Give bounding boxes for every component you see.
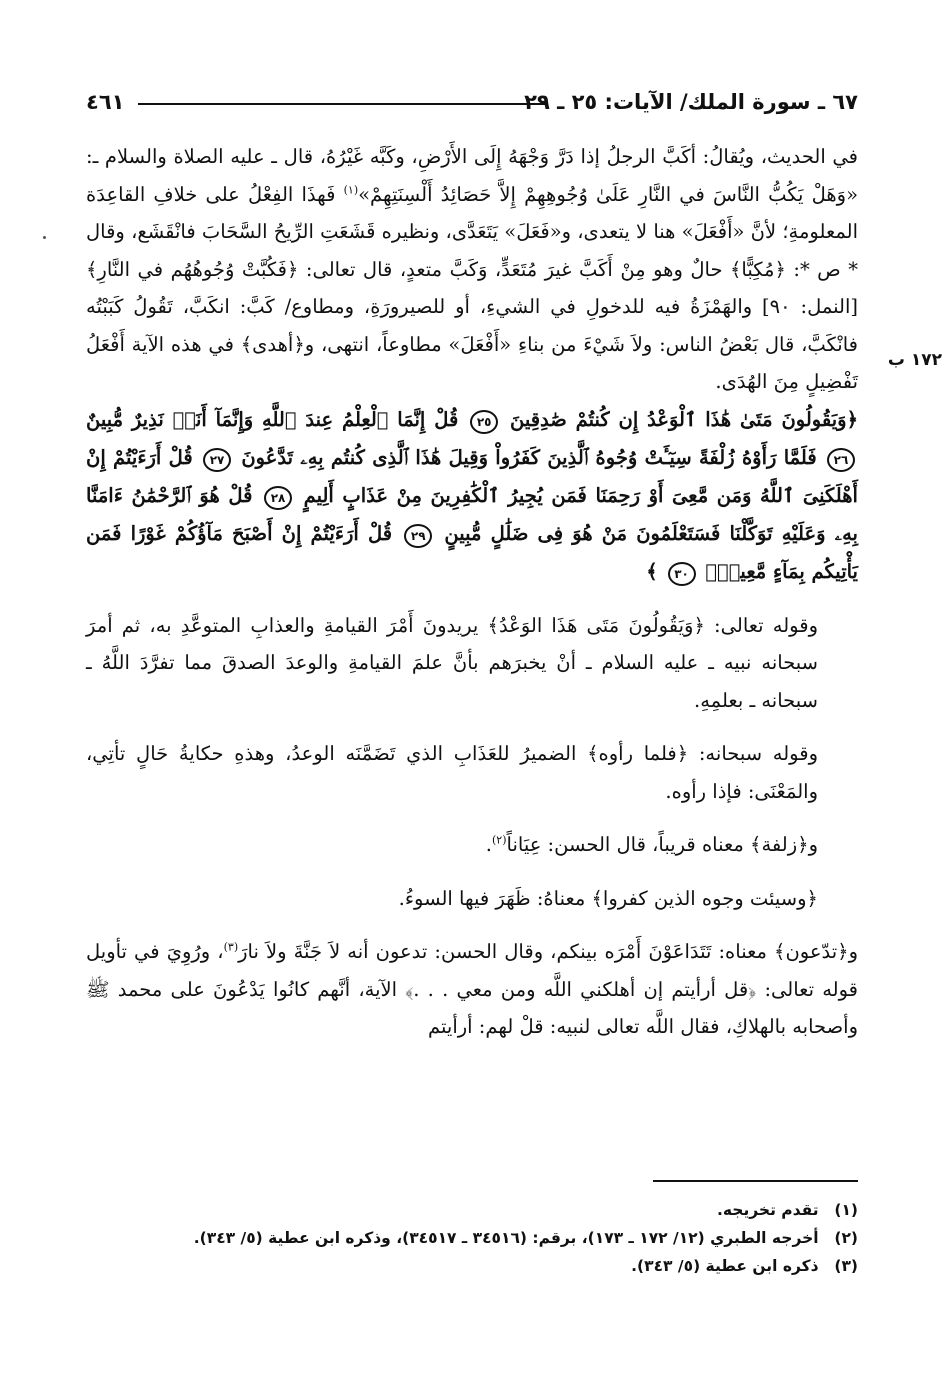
spacer bbox=[86, 719, 858, 735]
margin-folio-note: ١٧٢ ب bbox=[887, 350, 942, 370]
paragraph-5: ﴿وسيئت وجوه الذين كفروا﴾ معناهُ: ظَهَرَ فيها السوءُ. bbox=[398, 886, 818, 910]
ayah-number-25: ٢٥ bbox=[470, 410, 498, 434]
footnote-1 bbox=[86, 1196, 858, 1224]
ayah-number-26: ٢٦ bbox=[827, 448, 855, 472]
margin-dot bbox=[43, 236, 46, 239]
verse-26-text: قُلْ إِنَّمَا ٱلْعِلْمُ عِندَ ٱللَّهِ وَإِنَّمَآ أَنَا۠ نَذِيرٌ مُّبِينٌ bbox=[86, 407, 459, 431]
footnote-text: أخرجه الطبري (١٢/ ١٧٢ ـ ١٧٣)، برقم: (٣٤٥١٦ ـ ٣٤٥١٧)، وذكره ابن عطية (٥/ ٣٤٣). bbox=[193, 1229, 819, 1247]
verse-29-text: قُلْ هُوَ ٱلرَّحْمَٰنُ ءَامَنَّا بِهِۦ وَعَلَيْهِ تَوَكَّلْنَا فَسَتَعْلَمُونَ مَنْ هُوَ فِى ضَلَٰلٍ مُّبِينٍ bbox=[86, 483, 858, 545]
footnote-ref-1: (١) bbox=[343, 183, 359, 196]
verse-28-text: قُلْ أَرَءَيْتُمْ إِنْ أَهْلَكَنِىَ ٱللَّهُ وَمَن مَّعِىَ أَوْ رَحِمَنَا فَمَن يُجِيرُ ٱلْكَٰفِرِينَ مِنْ عَذَابٍ أَلِيمٍ bbox=[86, 445, 858, 507]
paragraph-4-text: و﴿زلفة﴾ معناه قريباً، قال الحسن: عِيَاناً bbox=[506, 833, 818, 856]
verse-close-bracket: ﴾ bbox=[646, 559, 658, 583]
paragraph-6-text: و﴿تدّعون﴾ معناه: تَتَدَاعَوْنَ أَمْرَه بينكم، وقال الحسن: تدعون أنه لاَ جَنَّةَ ولاَ نارَ bbox=[238, 940, 858, 963]
footnote-3 bbox=[86, 1252, 858, 1280]
verse-30-text: قُلْ أَرَءَيْتُمْ إِنْ أَصْبَحَ مَآؤُكُمْ غَوْرًا فَمَن يَأْتِيكُم بِمَآءٍ مَّعِينٍۭ bbox=[86, 521, 858, 583]
quran-verses bbox=[86, 401, 858, 591]
paragraph-1 bbox=[86, 138, 858, 401]
spacer bbox=[86, 917, 858, 933]
footnote-separator bbox=[653, 1180, 858, 1182]
paragraph-4 bbox=[86, 826, 858, 864]
footnote-2 bbox=[86, 1224, 858, 1252]
footnote-ref-2: (٢) bbox=[492, 833, 507, 847]
ayah-number-27: ٢٧ bbox=[203, 448, 231, 472]
verse-25-text: ﴿وَيَقُولُونَ مَتَىٰ هَٰذَا ٱلْوَعْدُ إِن كُنتُمْ صَٰدِقِينَ bbox=[509, 407, 859, 431]
spacer bbox=[86, 591, 858, 607]
footnote-text: تقدم تخريجه. bbox=[716, 1201, 819, 1219]
ayah-number-28: ٢٨ bbox=[264, 486, 292, 510]
paragraph-2: وقوله تعالى: ﴿وَيَقُولُونَ مَتَى هَذَا الوَعْدُ﴾ يريدونَ أَمْرَ القيامةِ والعذابِ المتوعَّدِ به، ثم أمرَ سبحانه نبيه ـ عليه السلام ـ أنْ يخبرَهم بأنَّ علمَ القيامةِ والوعدَ الصدقَ مما تفرَّدَ اللَّهُ ـ سبحانه ـ بعلمِهِ. bbox=[86, 613, 818, 712]
ayah-number-30: ٣٠ bbox=[668, 562, 696, 586]
spacer bbox=[86, 864, 858, 880]
paragraph-1-text: في الحديث، ويُقالُ: أكَبَّ الرجلُ إذا دَرَّ وَجْهَهُ إِلَى الأَرْضِ، وكَبَّه غَيْرُهُ، قال ـ عليه الصلاة والسلام ـ: «وَهَلْ يَكُبُّ النَّاسَ في النَّارِ عَلَىٰ وُجُوهِهِمْ إِلاَّ حَصَائِدُ أَلْسِنَتِهِمْ» bbox=[86, 145, 858, 206]
paragraph-6 bbox=[86, 933, 858, 1046]
footnote-number: (٢) bbox=[834, 1229, 858, 1247]
verse-27-text: فَلَمَّا رَأَوْهُ زُلْفَةً سِيٓـَٔتْ وُجُوهُ ٱلَّذِينَ كَفَرُواْ وَقِيلَ هَٰذَا ٱلَّذِى كُنتُم بِهِۦ تَدَّعُونَ bbox=[241, 445, 817, 469]
footnote-ref-3: (٣) bbox=[223, 940, 239, 954]
paragraph-6-rest: ، ورُوِيَ في تأويل قوله تعالى: ﴿قل أرأيتم إن أهلكني اللَّه ومن معي . . .﴾ الآية، أنَّهم كانُوا يَدْعُونَ على محمد ﷺ وأصحابه بالهلاكِ، فقال اللَّه تعالى لنبيه: قلْ لهم: أرأيتم bbox=[86, 940, 858, 1038]
main-text bbox=[86, 138, 858, 1046]
footnote-text: ذكره ابن عطية (٥/ ٣٤٣). bbox=[631, 1257, 819, 1275]
footnote-number: (٣) bbox=[834, 1257, 858, 1275]
ayah-number-29: ٢٩ bbox=[404, 524, 432, 548]
page-number: ٤٦١ bbox=[86, 90, 125, 114]
paragraph-4-end: . bbox=[485, 833, 492, 856]
paragraph-3: وقوله سبحانه: ﴿فلما رأوه﴾ الضميرُ للعَذَابِ الذي تَضَمَّنَه الوعدُ، وهذهِ حكايةُ حَالٍ تأتِي، والمَعْنَى: فإذا رأوه. bbox=[86, 742, 818, 803]
running-header bbox=[86, 90, 858, 118]
spacer bbox=[86, 810, 858, 826]
footnotes bbox=[86, 1196, 858, 1280]
footnote-number: (١) bbox=[834, 1201, 858, 1219]
chapter-title: ٦٧ ـ سورة الملك/ الآيات: ٢٥ ـ ٢٩ bbox=[524, 90, 858, 114]
header-rule bbox=[138, 103, 546, 105]
paragraph-1-rest: فَهذَا الفِعْلُ على خلافِ القاعِدَة المعلومةِ؛ لأنَّ «أَفْعَلَ» هنا لا يتعدى، و«فَعَلَ» يَتَعَدَّى، ونظيره قَشَعَتِ الرِّيحُ السَّحَابَ فانْقَشَع، وقال * ص *: ﴿مُكِبًّا﴾ حالٌ وهو مِنْ أَكَبَّ غيرَ مُتَعَدٍّ، وَكَبَّ متعدٍ، قال تعالى: ﴿فَكُبَّتْ وُجُوهُهُم في النَّارِ﴾ [النمل: ٩٠] والهَمْزَةُ فيه للدخولِ في الشيءِ، أو للصيرورَةِ، ومطاوع/ كَبَّ: انكَبَّ، تَقُولُ كَبَبْتُه فانْكَبَّ، قال بَعْضُ الناس: ولاَ شَيْءَ من بناءِ «أَفْعَلَ» مطاوعاً، انتهى، و﴿أهدى﴾ في هذه الآية أَفْعَلُ تَفْضِيلٍ مِنَ الهُدَى. bbox=[86, 182, 858, 393]
